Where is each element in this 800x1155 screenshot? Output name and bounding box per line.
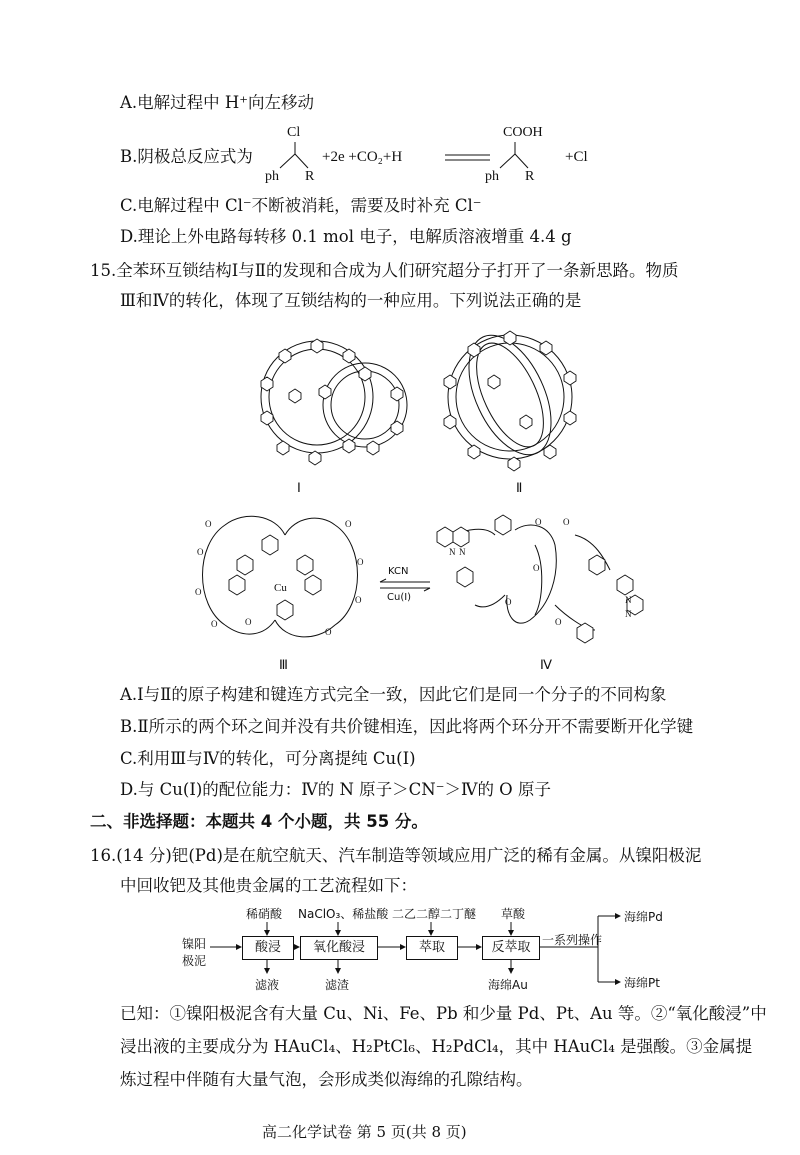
q16-known-line1: 已知：①镍阳极泥含有大量 Cu、Ni、Fe、Pb 和少量 Pd、Pt、Au 等。②“氧化酸浸”中: [120, 1004, 767, 1023]
label-II: Ⅱ: [516, 480, 523, 495]
svg-text:O: O: [245, 617, 252, 627]
step-oxidative-leach: 氧化酸浸: [300, 936, 378, 960]
q15-stem-line2: Ⅲ和Ⅳ的转化，体现了互锁结构的一种应用。下列说法正确的是: [120, 291, 582, 310]
flow-start-line1: 镍阳: [182, 937, 207, 951]
reactant-cl: Cl: [287, 125, 301, 140]
reaction-middle: +2e +CO₂+H: [322, 149, 403, 165]
q16-stem-line1: 16.(14 分)钯(Pd)是在航空航天、汽车制造等领域应用广泛的稀有金属。从镍阳极泥: [90, 846, 702, 865]
product-pt: 海绵Pt: [624, 976, 660, 990]
step-back-extraction: 反萃取: [482, 936, 540, 960]
q16-stem-line2: 中回收钯及其他贵金属的工艺流程如下：: [120, 876, 417, 895]
q14-option-d: D.理论上外电路每转移 0.1 mol 电子，电解质溶液增重 4.4 g: [120, 227, 572, 246]
svg-text:O: O: [205, 519, 212, 529]
svg-text:O: O: [355, 595, 362, 605]
svg-text:O: O: [533, 563, 540, 573]
svg-text:N: N: [459, 547, 466, 557]
label-I: Ⅰ: [297, 480, 301, 495]
q16-known-line2: 浸出液的主要成分为 HAuCl₄、H₂PtCl₆、H₂PdCl₄，其中 HAuCl₄ 是强酸。③金属提: [120, 1037, 753, 1056]
svg-text:O: O: [563, 517, 570, 527]
svg-text:O: O: [325, 627, 332, 637]
series-operations: 一系列操作: [542, 933, 603, 947]
q15-option-b: B.Ⅱ所示的两个环之间并没有共价键相连，因此将两个环分开不需要断开化学键: [120, 717, 694, 736]
reactant-ph: ph: [265, 169, 279, 184]
svg-text:O: O: [505, 597, 512, 607]
product-cooh: COOH: [503, 125, 543, 140]
arrow-top-reagent: KCN: [388, 566, 409, 577]
flow-start-line2: 极泥: [182, 954, 207, 968]
svg-text:N: N: [449, 547, 456, 557]
svg-text:O: O: [555, 617, 562, 627]
svg-text:O: O: [357, 557, 364, 567]
svg-text:O: O: [211, 619, 218, 629]
q14-option-c: C.电解过程中 Cl⁻不断被消耗，需要及时补充 Cl⁻: [120, 196, 482, 215]
q15-stem-line1: 15.全苯环互锁结构Ⅰ与Ⅱ的发现和合成为人们研究超分子打开了一条新思路。物质: [90, 261, 679, 280]
svg-text:N: N: [625, 595, 632, 605]
reagent-2: NaClO₃、稀盐酸: [298, 907, 389, 921]
q15-option-a: A.Ⅰ与Ⅱ的原子构建和键连方式完全一致，因此它们是同一个分子的不同构象: [120, 685, 667, 704]
section-2-heading: 二、非选择题：本题共 4 个小题，共 55 分。: [90, 812, 428, 831]
output-filtrate: 滤液: [255, 978, 280, 992]
q14-option-a: A.电解过程中 H⁺向左移动: [120, 93, 315, 112]
q15-option-c: C.利用Ⅲ与Ⅳ的转化，可分离提纯 Cu(Ⅰ): [120, 749, 416, 768]
svg-text:O: O: [345, 519, 352, 529]
output-sponge-au: 海绵Au: [488, 978, 528, 992]
label-III: Ⅲ: [279, 657, 288, 672]
svg-text:O: O: [195, 587, 202, 597]
step-acid-leach: 酸浸: [242, 936, 294, 960]
step-extraction: 萃取: [406, 936, 458, 960]
q15-option-d: D.与 Cu(Ⅰ)的配位能力：Ⅳ的 N 原子＞CN⁻＞Ⅳ的 O 原子: [120, 780, 551, 799]
arrow-bottom-reagent: Cu(Ⅰ): [387, 592, 412, 603]
reaction-suffix: +Cl: [565, 149, 588, 165]
reagent-1: 稀硝酸: [246, 907, 283, 921]
cu-atom-label: Cu: [274, 582, 287, 594]
product-ph: ph: [485, 169, 499, 184]
reagent-3: 二乙二醇二丁醚: [392, 907, 477, 921]
reagent-4: 草酸: [501, 907, 526, 921]
q16-known-line3: 炼过程中伴随有大量气泡，会形成类似海绵的孔隙结构。: [120, 1070, 533, 1089]
svg-text:N: N: [625, 609, 632, 619]
svg-text:O: O: [535, 517, 542, 527]
output-residue: 滤渣: [325, 978, 350, 992]
label-IV: Ⅳ: [540, 657, 552, 672]
reactant-r: R: [305, 169, 315, 184]
page-footer: 高二化学试卷 第 5 页(共 8 页): [262, 1123, 467, 1141]
product-pd: 海绵Pd: [624, 910, 663, 924]
q14-option-b-prefix: B.阴极总反应式为: [120, 147, 253, 166]
svg-text:O: O: [197, 547, 204, 557]
product-r: R: [525, 169, 535, 184]
